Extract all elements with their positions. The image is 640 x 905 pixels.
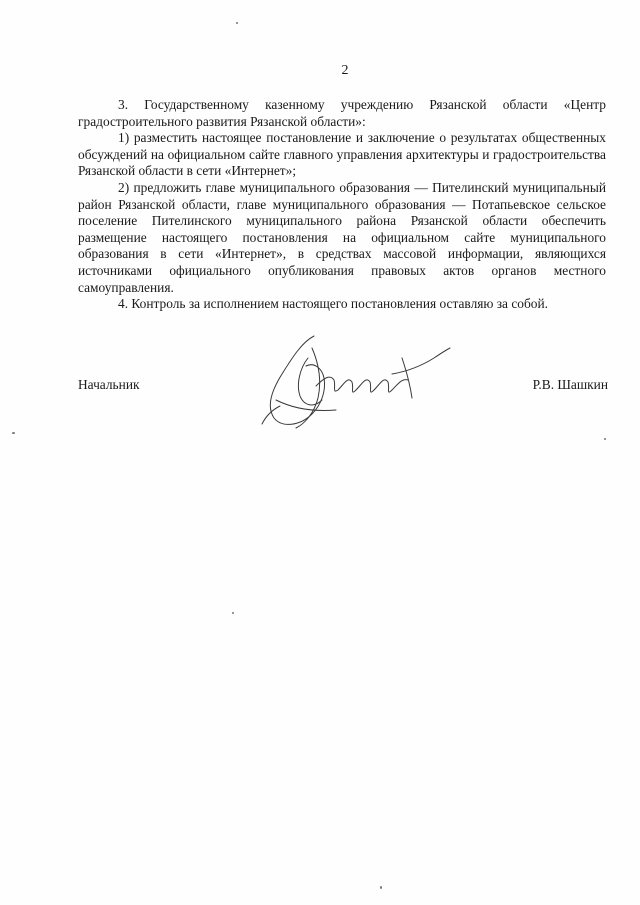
document-body — [78, 97, 606, 313]
scan-speck — [232, 612, 234, 614]
scan-speck — [604, 438, 606, 440]
signer-name: Р.В. Шашкин — [532, 377, 608, 392]
scan-speck — [380, 886, 382, 889]
paragraph-3-1: 1) разместить настоящее постановление и заключение о результатах общественных обсуждений на официальном сайте главного управления архитектуры и градостроительства Рязанской области в сети «Интернет»; — [78, 130, 606, 179]
signature-row — [78, 377, 608, 397]
scan-speck — [12, 432, 15, 434]
scan-speck — [236, 22, 238, 24]
paragraph-3: 3. Государственному казенному учреждению Рязанской области «Центр градостроительного развития Рязанской области»: — [78, 97, 606, 129]
paragraph-3-2: 2) предложить главе муниципального образования — Пителинский муниципальный район Рязанской области, главе муниципального образования — Потапьевское сельское поселение Пителинского муниципального района Рязанской области обеспечить размещение настоящего постановления на официальном сайте муниципального образования в сети «Интернет», в средствах массовой информации, являющихся источниками официального опубликования правовых актов органов местного самоуправления. — [78, 179, 606, 295]
paragraph-4: 4. Контроль за исполнением настоящего постановления оставляю за собой. — [118, 296, 549, 312]
signer-position: Начальник — [78, 377, 140, 392]
page-number: 2 — [341, 63, 349, 78]
